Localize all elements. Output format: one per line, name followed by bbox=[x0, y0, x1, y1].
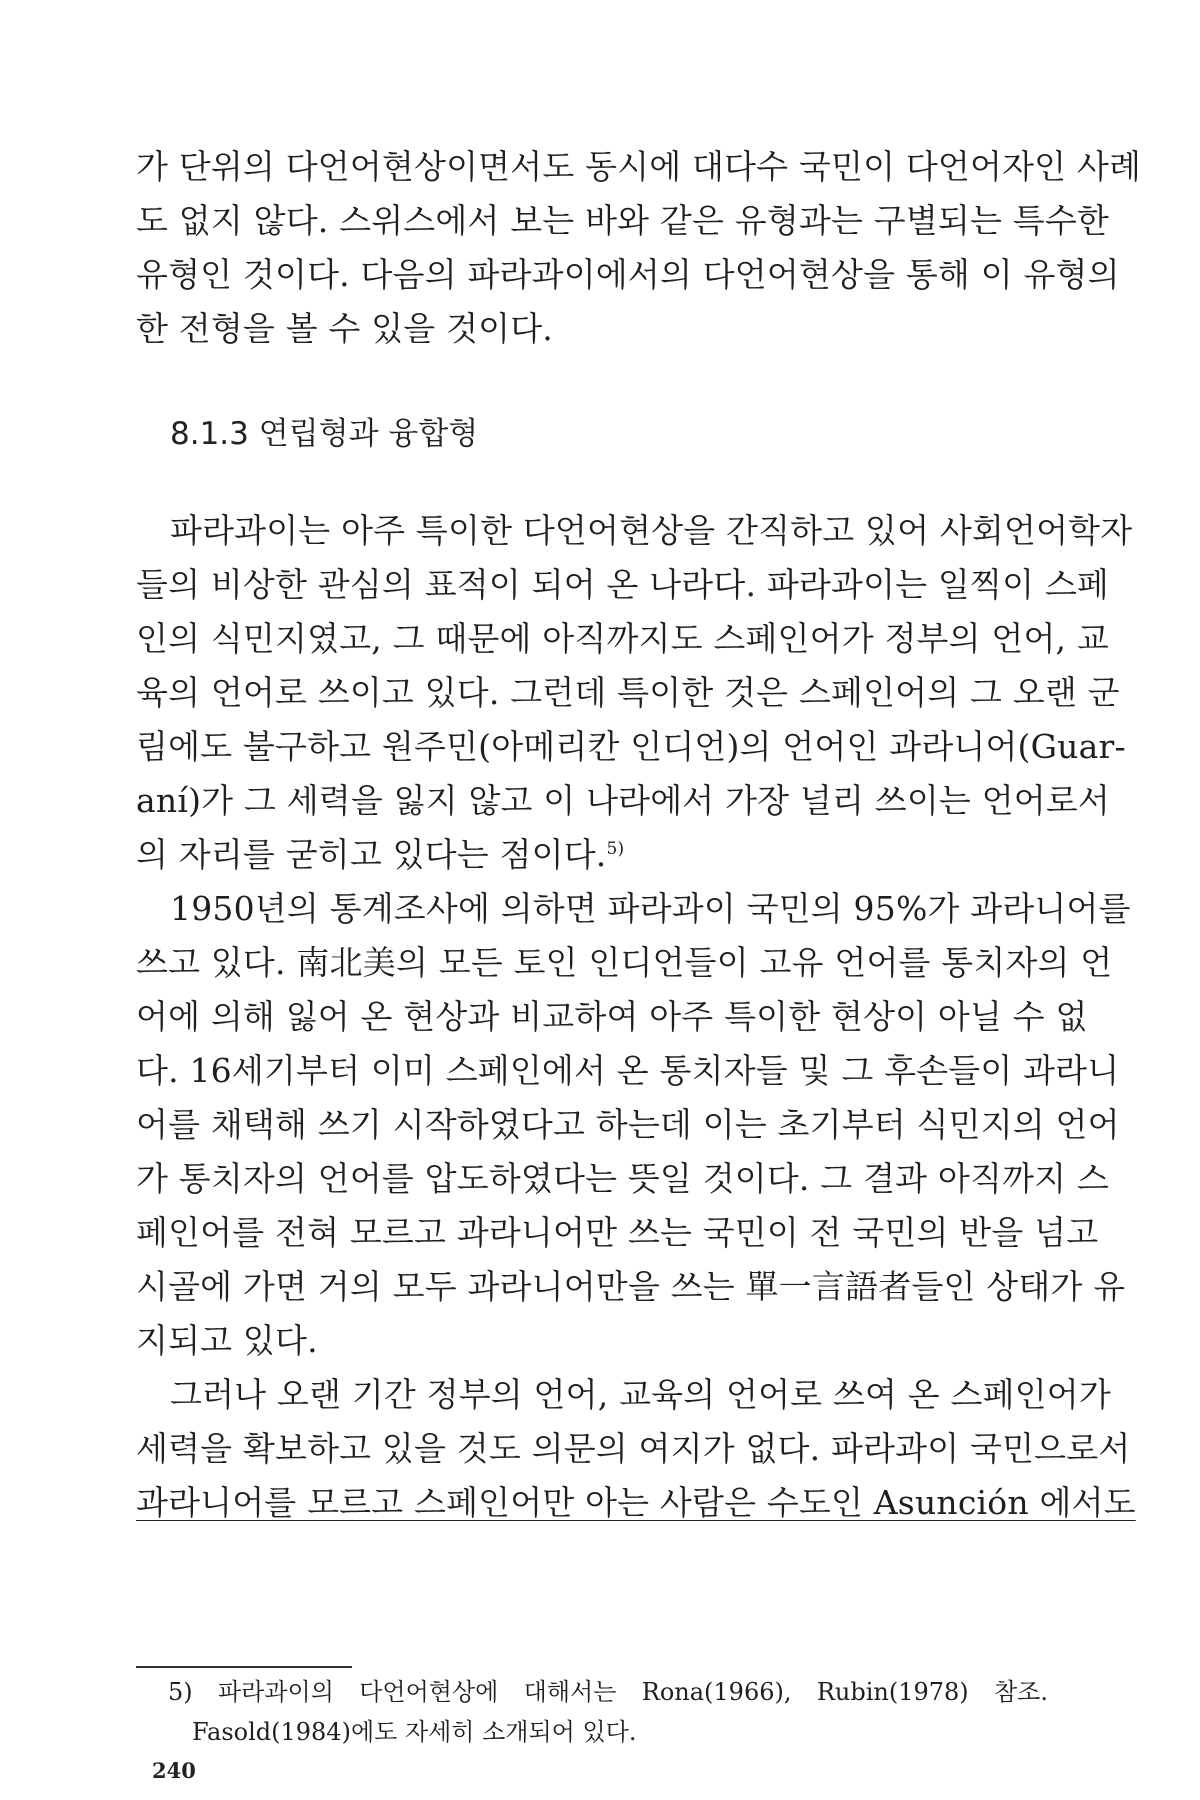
text-line: 그러나 오랜 기간 정부의 언어, 교육의 언어로 쓰여 온 스페인어가 bbox=[170, 1375, 1111, 1414]
text-line: 지되고 있다. bbox=[136, 1321, 318, 1360]
text-line: 인의 식민지였고, 그 때문에 아직까지도 스페인어가 정부의 언어, 교 bbox=[136, 619, 1110, 658]
body-text bbox=[136, 140, 1142, 1530]
text-line: 쓰고 있다. 南北美의 모든 토인 인디언들이 고유 언어를 통치자의 언 bbox=[136, 943, 1113, 982]
paragraph-continuation bbox=[136, 140, 1142, 356]
paragraph bbox=[136, 504, 1133, 882]
page-number: 240 bbox=[152, 1758, 196, 1783]
text-line: 페인어를 전혀 모르고 과라니어만 쓰는 국민이 전 국민의 반을 넘고 bbox=[136, 1213, 1099, 1252]
footnote-5-line-1: 5) 파라과이의 다언어현상에 대해서는 Rona(1966), Rubin(1978) 참조. bbox=[168, 1678, 1048, 1706]
paragraph bbox=[136, 1368, 1136, 1530]
text-line: 어에 의해 잃어 온 현상과 비교하여 아주 특이한 현상이 아닐 수 없 bbox=[136, 997, 1088, 1036]
text-line: 세력을 확보하고 있을 것도 의문의 여지가 없다. 파라과이 국민으로서 bbox=[136, 1429, 1131, 1468]
text-line: 1950년의 통계조사에 의하면 파라과이 국민의 95%가 과라니어를 bbox=[170, 889, 1131, 928]
footnote-5-line-2: Fasold(1984)에도 자세히 소개되어 있다. bbox=[192, 1718, 637, 1746]
text-line: 육의 언어로 쓰이고 있다. 그런데 특이한 것은 스페인어의 그 오랜 군 bbox=[136, 673, 1120, 712]
text-line: 가 통치자의 언어를 압도하였다는 뜻일 것이다. 그 결과 아직까지 스 bbox=[136, 1159, 1110, 1198]
text-line: 파라과이는 아주 특이한 다언어현상을 간직하고 있어 사회언어학자 bbox=[170, 511, 1133, 550]
paragraph bbox=[136, 882, 1131, 1368]
text-line: 들의 비상한 관심의 표적이 되어 온 나라다. 파라과이는 일찍이 스페 bbox=[136, 565, 1110, 604]
text-line: 어를 채택해 쓰기 시작하였다고 하는데 이는 초기부터 식민지의 언어 bbox=[136, 1105, 1120, 1144]
text-line: 림에도 불구하고 원주민(아메리칸 인디언)의 언어인 과라니어(Guar- bbox=[136, 727, 1126, 766]
text-line: 가 단위의 다언어현상이면서도 동시에 대다수 국민이 다언어자인 사례 bbox=[136, 147, 1142, 186]
footnote-marker[interactable]: 5) bbox=[606, 839, 625, 859]
text-line: 한 전형을 볼 수 있을 것이다. bbox=[136, 309, 553, 348]
section-heading: 8.1.3 연립형과 융합형 bbox=[170, 416, 479, 452]
text-line: 다. 16세기부터 이미 스페인에서 온 통치자들 및 그 후손들이 과라니 bbox=[136, 1051, 1120, 1090]
text-line: 도 없지 않다. 스위스에서 보는 바와 같은 유형과는 구별되는 특수한 bbox=[136, 201, 1110, 240]
footnote-divider bbox=[136, 1666, 352, 1668]
text-line-underlined: 과라니어를 모르고 스페인어만 아는 사람은 수도인 Asunción 에서도 bbox=[136, 1483, 1136, 1522]
text-line-content: 의 자리를 굳히고 있다는 점이다. bbox=[136, 835, 607, 874]
text-line bbox=[136, 828, 1048, 882]
text-line: 유형인 것이다. 다음의 파라과이에서의 다언어현상을 통해 이 유형의 bbox=[136, 255, 1120, 294]
text-line: 시골에 가면 거의 모두 과라니어만을 쓰는 單一言語者들인 상태가 유 bbox=[136, 1267, 1126, 1306]
footnotes bbox=[168, 1672, 1048, 1752]
text-line: aní)가 그 세력을 잃지 않고 이 나라에서 가장 널리 쓰이는 언어로서 bbox=[136, 781, 1111, 820]
